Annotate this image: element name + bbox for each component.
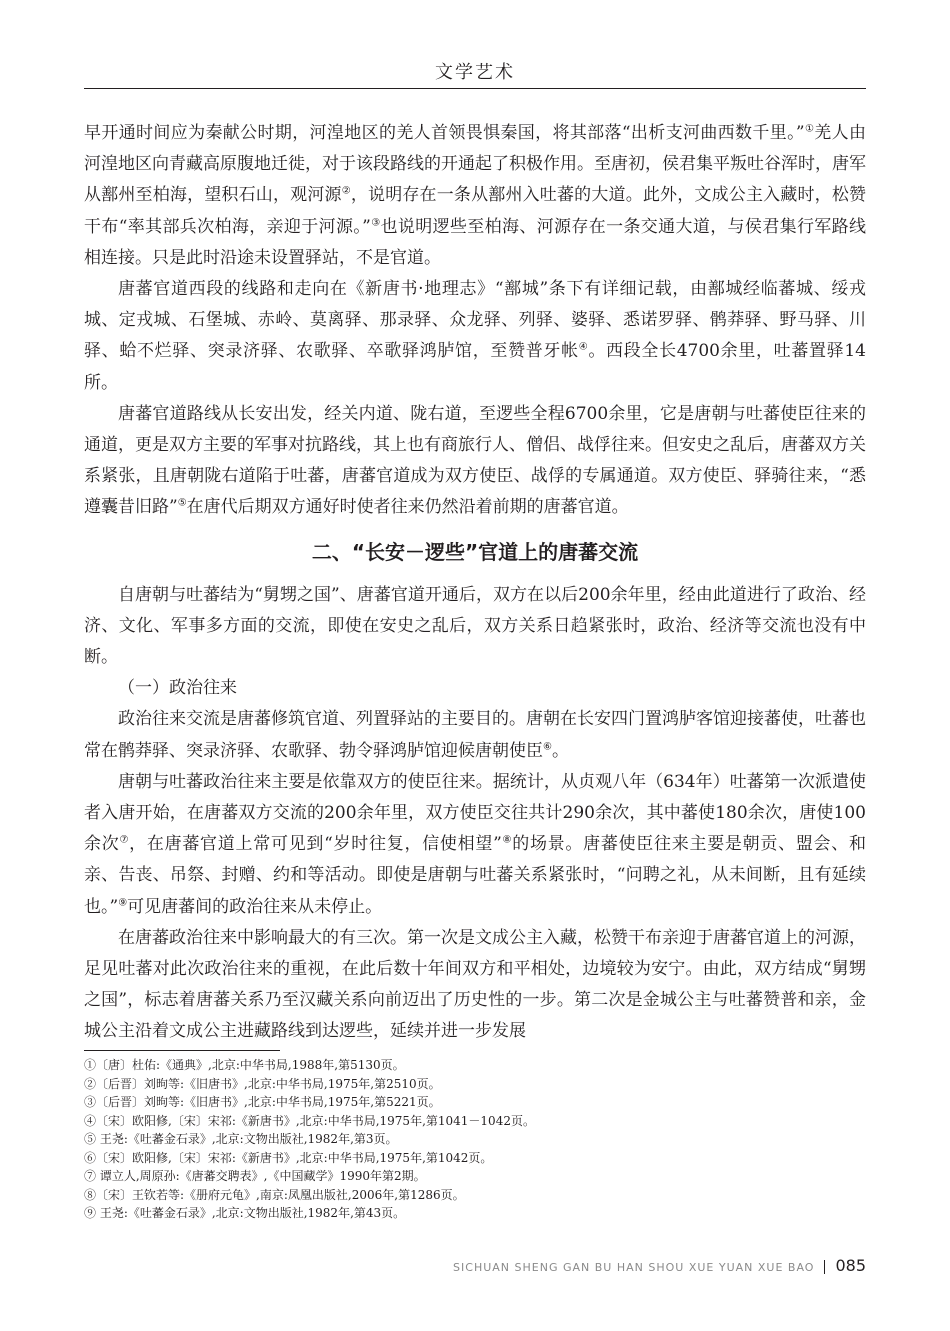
footnote-6: ⑥〔宋〕欧阳修,〔宋〕宋祁:《新唐书》,北京:中华书局,1975年,第1042页。 bbox=[84, 1150, 493, 1165]
footnote-1: ①〔唐〕杜佑:《通典》,北京:中华书局,1988年,第5130页。 bbox=[84, 1058, 405, 1072]
subsection-heading: （一）政治往来 bbox=[118, 678, 237, 699]
paragraph-3: 唐蕃官道路线从长安出发，经关内道、陇右道，至逻些全程6700余里，它是唐朝与吐蕃使臣往来的通道，更是双方主要的军事对抗路线，其上也有商旅行人、僧侣、战俘往来。但安史之乱后，唐蕃双方关系紧张，且唐朝陇右道陷于吐蕃，唐蕃官道成为双方使臣、战俘的专属通道。双方使臣、驿骑往来，“悉遵囊昔旧路”⑤在唐代后期双方通好时使者往来仍然沿着前期的唐蕃官道。 bbox=[84, 403, 866, 518]
journal-name: SICHUAN SHENG GAN BU HAN SHOU XUE YUAN XUE BAO bbox=[453, 1261, 815, 1274]
footnote-9: ⑨ 王尧:《吐蕃金石录》,北京:文物出版社,1982年,第43页。 bbox=[84, 1206, 406, 1220]
footer-divider bbox=[824, 1260, 825, 1274]
footnote-8: ⑧〔宋〕王钦若等:《册府元龟》,南京:凤凰出版社,2006年,第1286页。 bbox=[84, 1187, 465, 1202]
footnote-ref-4[interactable]: ④ bbox=[578, 341, 589, 353]
paragraph-2: 唐蕃官道西段的线路和走向在《新唐书·地理志》“鄯城”条下有详细记载，由鄯城经临蕃城、绥戎城、定戎城、石堡城、赤岭、莫离驿、那录驿、众龙驿、列驿、婆驿、悉诺罗驿、鹘莽驿、野马驿、川驿、蛤不烂驿、突录济驿、农歌驿、卒歌驿鸿胪馆，至赞普牙帐④。西段全长4700余里，吐蕃置驿14所。 bbox=[84, 279, 866, 393]
article-body bbox=[84, 118, 866, 1048]
paragraph-6: 唐朝与吐蕃政治往来主要是依靠双方的使臣往来。据统计，从贞观八年（634年）吐蕃第一次派遣使者入唐开始，在唐蕃双方交流的200余年里，双方使臣交往共计290余次，其中蕃使180余次，唐使100余次⑦，在唐蕃官道上常可见到“岁时往复，信使相望”⑧的场景。唐蕃使臣往来主要是朝贡、盟会、和亲、告丧、吊祭、封赠、约和等活动。即使是唐朝与吐蕃关系紧张时，“问聘之礼，从未间断，且有延续也。”⑨可见唐蕃间的政治往来从未停止。 bbox=[84, 771, 867, 917]
footnote-ref-2[interactable]: ② bbox=[341, 185, 351, 197]
footnote-2: ②〔后晋〕刘昫等:《旧唐书》,北京:中华书局,1975年,第2510页。 bbox=[84, 1076, 441, 1091]
page-footer bbox=[453, 1256, 866, 1275]
footnote-ref-8[interactable]: ⑧ bbox=[501, 834, 513, 846]
header-rule bbox=[84, 88, 866, 89]
footnote-7: ⑦ 谭立人,周原孙:《唐蕃交聘表》,《中国藏学》1990年第2期。 bbox=[84, 1169, 426, 1183]
footnote-5: ⑤ 王尧:《吐蕃金石录》,北京:文物出版社,1982年,第3页。 bbox=[84, 1132, 398, 1146]
footnotes bbox=[84, 1056, 866, 1223]
footnote-4: ④〔宋〕欧阳修,〔宋〕宋祁:《新唐书》,北京:中华书局,1975年,第1041－1042页。 bbox=[84, 1113, 535, 1128]
section-heading: 二、“长安－逻些”官道上的唐蕃交流 bbox=[311, 539, 639, 564]
footnote-rule bbox=[84, 1050, 280, 1051]
paragraph-7: 在唐蕃政治往来中影响最大的有三次。第一次是文成公主入藏，松赞干布亲迎于唐蕃官道上的河源，足见吐蕃对此次政治往来的重视，在此后数十年间双方和平相处，边境较为安宁。由此，双方结成“舅甥之国”，标志着唐蕃关系乃至汉藏关系向前迈出了历史性的一步。第二次是金城公主与吐蕃赞普和亲，金城公主沿着文成公主进藏路线到达逻些，延续并进一步发展 bbox=[84, 927, 866, 1042]
footnote-ref-5[interactable]: ⑤ bbox=[177, 497, 187, 509]
paragraph-5: 政治往来交流是唐蕃修筑官道、列置驿站的主要目的。唐朝在长安四门置鸿胪客馆迎接蕃使，吐蕃也常在鹘莽驿、突录济驿、农歌驿、勃令驿鸿胪馆迎候唐朝使臣⑥。 bbox=[84, 709, 866, 761]
footnote-3: ③〔后晋〕刘昫等:《旧唐书》,北京:中华书局,1975年,第5221页。 bbox=[84, 1095, 441, 1109]
page-number: 085 bbox=[835, 1256, 866, 1275]
footnote-ref-1[interactable]: ① bbox=[804, 123, 815, 135]
footnote-ref-7[interactable]: ⑦ bbox=[119, 834, 130, 846]
running-header-title: 文学艺术 bbox=[435, 62, 515, 83]
footnote-ref-3[interactable]: ③ bbox=[370, 216, 381, 228]
footnote-ref-9[interactable]: ⑨ bbox=[118, 897, 128, 909]
paragraph-4: 自唐朝与吐蕃结为“舅甥之国”、唐蕃官道开通后，双方在以后200余年里，经由此道进行了政治、经济、文化、军事多方面的交流，即使在安史之乱后，双方关系日趋紧张时，政治、经济等交流也没有中断。 bbox=[84, 584, 866, 668]
paragraph-1: 早开通时间应为秦献公时期，河湟地区的羌人首领畏惧秦国，将其部落“出析支河曲西数千里。”①羌人由河湟地区向青藏高原腹地迁徙，对于该段路线的开通起了积极作用。至唐初，侯君集平叛吐谷浑时，唐军从鄯州至柏海，望积石山，观河源②，说明存在一条从鄯州入吐蕃的大道。此外，文成公主入藏时，松赞干布“率其部兵次柏海，亲迎于河源。”③也说明逻些至柏海、河源存在一条交通大道，与侯君集行军路线相连接。只是此时沿途未设置驿站，不是官道。 bbox=[84, 123, 867, 268]
footnote-ref-6[interactable]: ⑥ bbox=[543, 741, 552, 752]
